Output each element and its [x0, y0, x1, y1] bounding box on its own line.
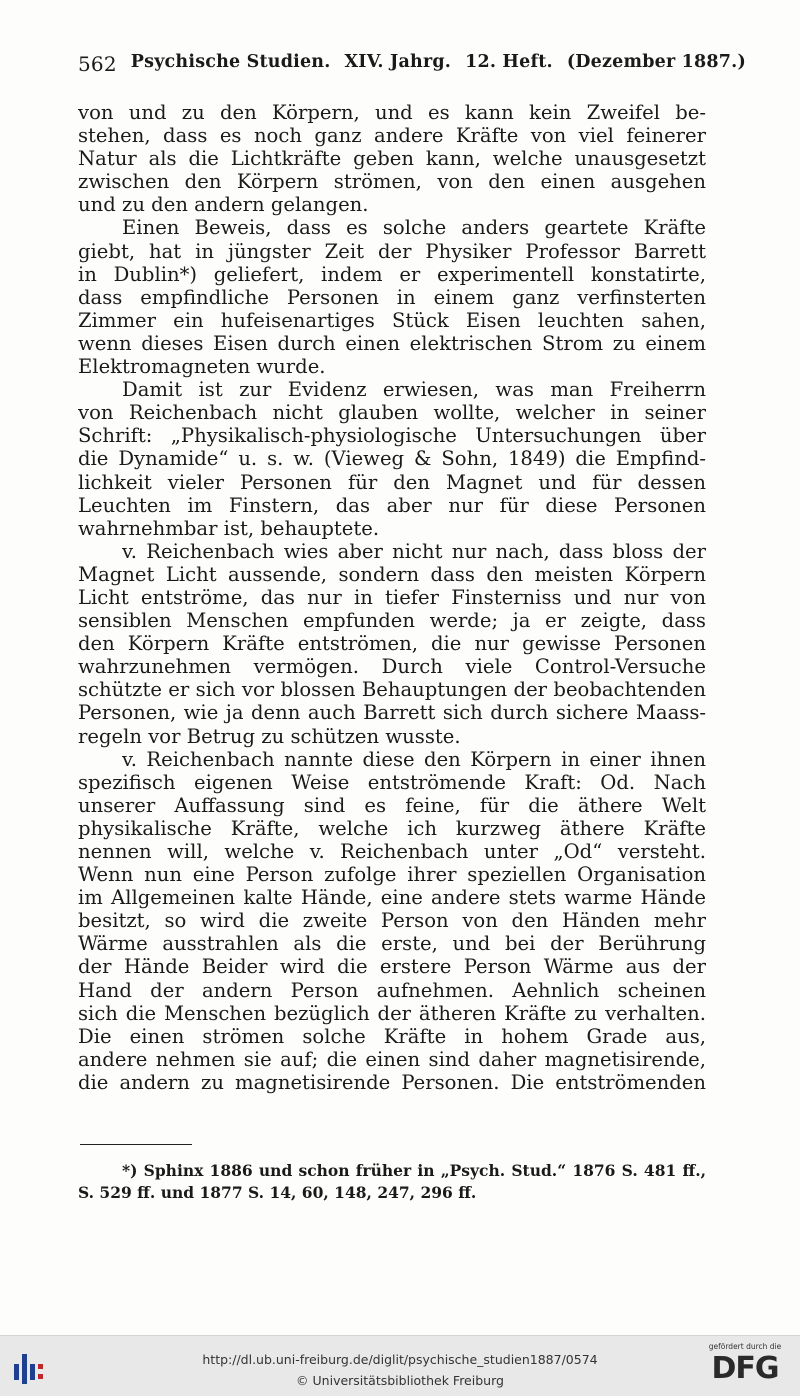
text-line: stehen, dass es noch ganz andere Kräfte von viel feinerer	[78, 124, 706, 148]
text-line: Einen Beweis, dass es solche anders geartete Kräfte	[122, 216, 706, 240]
text-line: Natur als die Lichtkräfte geben kann, welche unausgesetzt	[78, 147, 706, 171]
text-line: von Reichenbach nicht glauben wollte, welcher in seiner	[78, 401, 706, 425]
text-line: im Allgemeinen kalte Hände, eine andere stets warme Hände	[78, 886, 706, 910]
text-line: regeln vor Betrug zu schützen wusste.	[78, 724, 461, 748]
footnote-line: *) Sphinx 1886 und schon früher in „Psych. Stud.“ 1876 S. 481 ff.,	[122, 1161, 706, 1180]
text-line: lichkeit vieler Personen für den Magnet und für dessen	[78, 470, 706, 494]
text-line: Zimmer ein hufeisenartiges Stück Eisen leuchten sahen,	[78, 308, 706, 332]
text-line: die Dynamide“ u. s. w. (Vieweg & Sohn, 1849) die Empfind-	[78, 447, 706, 471]
text-line: die andern zu magnetisirende Personen. Die entströmenden	[78, 1070, 706, 1094]
text-line: zwischen den Körpern strömen, von den einen ausgehen	[78, 170, 706, 194]
text-line: Hand der andern Person aufnehmen. Aehnlich scheinen	[78, 978, 706, 1002]
issue-label: 12. Heft.	[465, 52, 553, 72]
text-line: Personen, wie ja denn auch Barrett sich durch sichere Maass-	[78, 701, 706, 725]
text-line: Magnet Licht aussende, sondern dass den meisten Körpern	[78, 562, 706, 586]
issue-date: (Dezember 1887.)	[566, 52, 746, 72]
text-line: andere nehmen sie auf; die einen sind daher magnetisirende,	[78, 1047, 706, 1071]
text-line: v. Reichenbach wies aber nicht nur nach, dass bloss der	[122, 539, 706, 563]
text-line: physikalische Kräfte, welche ich kurzweg äthere Kräfte	[78, 816, 706, 840]
text-line: spezifisch eigenen Weise entströmende Kraft: Od. Nach	[78, 770, 706, 794]
running-header	[78, 52, 746, 76]
text-line: besitzt, so wird die zweite Person von den Händen mehr	[78, 909, 706, 933]
body-text	[78, 101, 706, 1094]
text-line: wahrzunehmen vermögen. Durch viele Control-Versuche	[78, 655, 706, 679]
footnote	[78, 1160, 706, 1204]
text-line: Damit ist zur Evidenz erwiesen, was man Freiherrn	[122, 378, 706, 402]
funder-caption: gefördert durch die	[708, 1342, 782, 1351]
text-line: sich die Menschen bezüglich der ätheren Kräfte zu verhalten.	[78, 1001, 706, 1025]
dfg-logo: DFG	[711, 1351, 779, 1386]
text-line: von und zu den Körpern, und es kann kein Zweifel be-	[78, 101, 706, 124]
text-line: Wenn nun eine Person zufolge ihrer speziellen Organisation	[78, 863, 706, 887]
text-line: Die einen strömen solche Kräfte in hohem Grade aus,	[78, 1024, 706, 1048]
viewer-footer	[0, 1335, 800, 1396]
text-line: und zu den andern gelangen.	[78, 193, 369, 217]
text-line: dass empfindliche Personen in einem ganz verfinsterten	[78, 285, 706, 309]
footnote-divider	[80, 1144, 192, 1145]
text-line: den Körpern Kräfte entströmen, die nur gewisse Personen	[78, 632, 706, 656]
text-line: der Hände Beider wird die erstere Person Wärme aus der	[78, 955, 706, 979]
text-line: v. Reichenbach nannte diese den Körpern in einer ihnen	[122, 747, 706, 771]
copyright-notice: © Universitätsbibliothek Freiburg	[296, 1373, 504, 1388]
text-line: Licht entströme, das nur in tiefer Finsterniss und nur von	[78, 585, 706, 609]
text-line: Wärme ausstrahlen als die erste, und bei der Berührung	[78, 932, 706, 956]
text-line: wahrnehmbar ist, behauptete.	[78, 516, 380, 540]
footnote-line: S. 529 ff. und 1877 S. 14, 60, 148, 247, 296 ff.	[78, 1183, 477, 1202]
text-line: sensiblen Menschen empfunden werde; ja er zeigte, dass	[78, 609, 706, 633]
text-line: Elektromagneten wurde.	[78, 355, 326, 379]
text-line: unserer Auffassung sind es feine, für die äthere Welt	[78, 793, 706, 817]
text-line: in Dublin*) geliefert, indem er experimentell konstatirte,	[78, 262, 706, 286]
text-line: nennen will, welche v. Reichenbach unter „Od“ versteht.	[78, 840, 706, 863]
text-line: giebt, hat in jüngster Zeit der Physiker Professor Barrett	[78, 239, 706, 263]
text-line: Leuchten im Finstern, das aber nur für diese Personen	[78, 493, 706, 517]
page-number: 562	[78, 52, 117, 76]
journal-title: Psychische Studien.	[130, 52, 331, 72]
volume-label: XIV. Jahrg.	[344, 52, 452, 72]
text-line: wenn dieses Eisen durch einen elektrischen Strom zu einem	[78, 331, 706, 355]
permalink-url[interactable]: http://dl.ub.uni-freiburg.de/diglit/psychische_studien1887/0574	[202, 1352, 598, 1367]
text-line: Schrift: „Physikalisch-physiologische Untersuchungen über	[78, 424, 706, 448]
text-line: schützte er sich vor blossen Behauptungen der beobachtenden	[78, 678, 706, 702]
